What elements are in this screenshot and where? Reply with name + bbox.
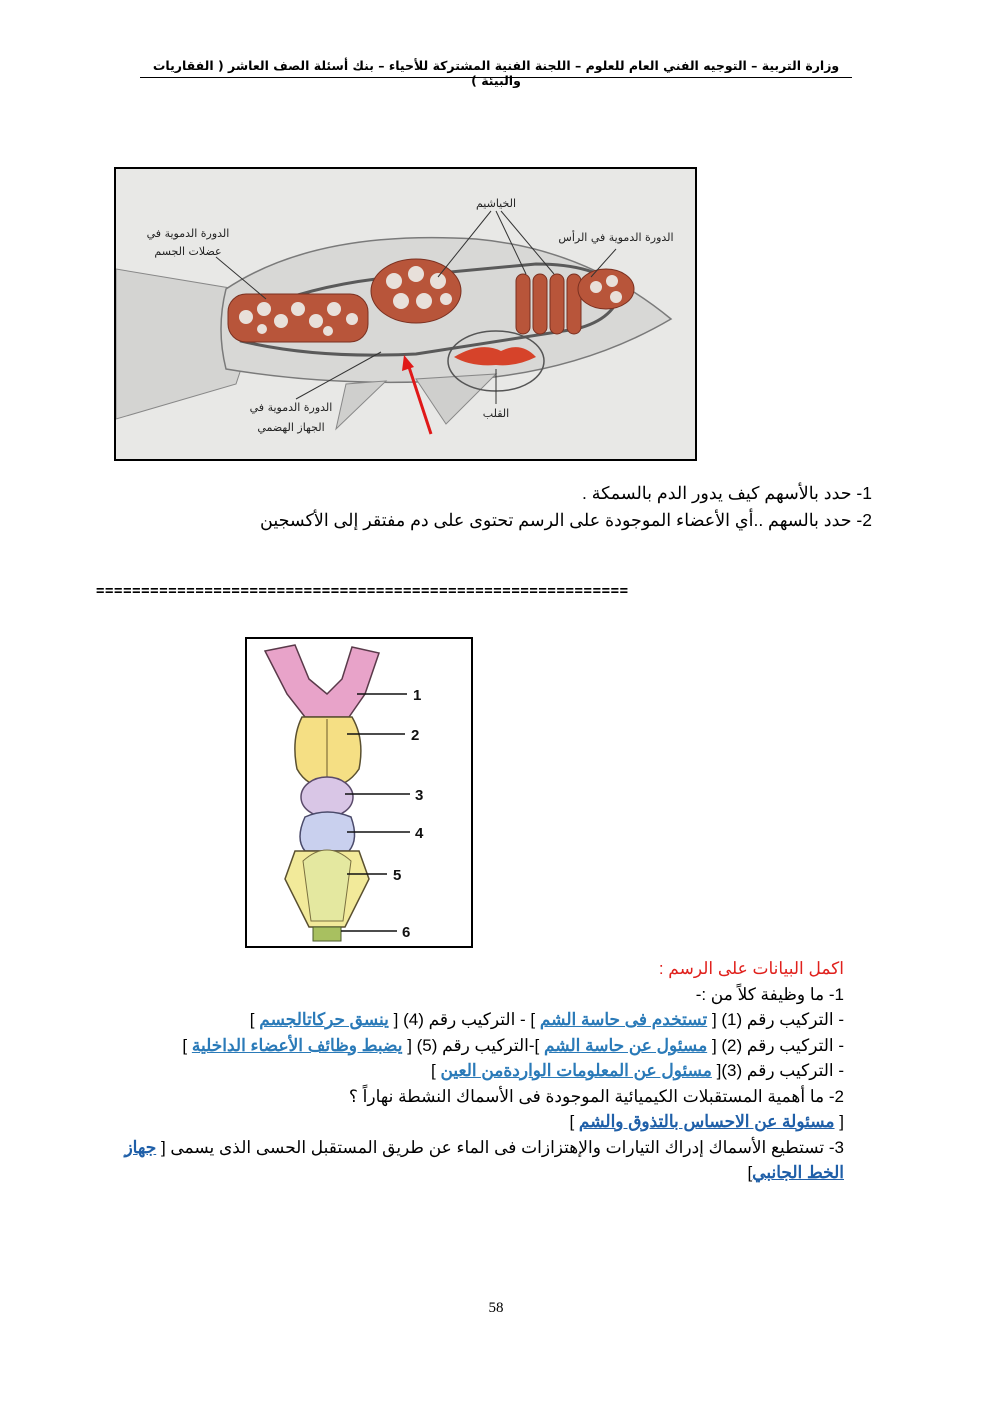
page-number: 58 [488,1300,504,1316]
q2-answer: مسئولة عن الاحساس بالتذوق والشم [578,1112,835,1131]
s1-mid: ] - التركيب رقم (4) [ [393,1010,536,1029]
part2-q1-title: 1- ما وظيفة كلاً من :- [695,984,844,1004]
brain-number-5: 5 [393,867,402,884]
brain-part-6 [313,927,341,941]
s2-mid: ]-التركيب رقم (5) [ [407,1035,540,1055]
s1-answer: تستخدم فى حاسة الشم [539,1010,708,1029]
part2-q3 [84,1135,844,1186]
s3-answer: مسئول عن المعلومات الواردةمن العين [440,1061,712,1080]
s2-prefix: - التركيب رقم (2) [ [711,1035,844,1055]
part2-q2-answer-row [84,1109,844,1135]
q3-answer-1: جهاز [124,1137,157,1157]
s2-suffix: ] [182,1035,188,1055]
structure-row-3 [84,1058,844,1084]
s3-prefix: - التركيب رقم (3)[ [716,1061,844,1080]
label-body-circulation-1: الدورة الدموية في [146,227,230,240]
section-separator: =========================================================== [96,583,629,599]
s2-answer2: يضبط وظائف الأعضاء الداخلية [191,1035,403,1055]
q3-text: 3- تستطيع الأسماك إدراك التيارات والإهتزازات فى الماء عن طريق المستقبل الحسى الذى يسمى [ [160,1137,844,1157]
part2-q2-title: 2- ما أهمية المستقبلات الكيميائية الموجودة فى الأسماك النشطة نهاراً ؟ [348,1086,844,1106]
s1-prefix: - التركيب رقم (1) [ [711,1010,844,1029]
label-digestive-circulation-2: الجهاز الهضمي [257,421,325,434]
brain-number-4: 4 [415,825,424,842]
label-digestive-circulation-1: الدورة الدموية في [249,401,333,414]
header-divider [140,77,852,78]
brain-number-2: 2 [411,727,420,744]
worksheet-answers [84,956,844,1186]
brain-number-3: 3 [415,787,424,804]
fish-brain-figure [245,637,473,948]
s1-suffix: ] [249,1010,255,1029]
q3-suffix: ] [747,1163,753,1182]
brain-part-1 [265,645,379,717]
q2-prefix: [ [839,1112,844,1131]
label-gills: الخياشيم [475,197,517,210]
question-2: 2- حدد بالسهم ..أي الأعضاء الموجودة على الرسم تحتوى على دم مفتقر إلى الأكسجين [260,510,872,530]
brain-number-1: 1 [413,687,422,704]
structure-row-2 [84,1033,844,1059]
brain-part-3 [301,777,353,817]
s3-suffix: ] [430,1061,436,1080]
page-header: وزارة التربية – التوجيه الفني العام للعلوم – اللجنة الفنية المشتركة للأحياء – بنك أسئلة الصف العاشر ( الفقاريات والبيئة ) [152,58,840,88]
brain-part-4 [300,812,355,851]
label-head-circulation: الدورة الدموية في الرأس [558,231,674,244]
head-capillaries [578,269,634,309]
fish-circulation-figure [114,167,697,461]
q3-answer-2: الخط الجانبي [752,1163,844,1182]
question-1: 1- حدد بالأسهم كيف يدور الدم بالسمكة . [581,483,872,503]
s2-answer: مسئول عن حاسة الشم [543,1035,708,1055]
part2-heading: اكمل البيانات على الرسم : [658,959,844,978]
structure-row-1 [84,1007,844,1033]
brain-number-6: 6 [402,924,411,941]
label-body-circulation-2: عضلات الجسم [154,245,222,258]
label-heart: القلب [482,407,510,420]
q2-suffix: ] [569,1112,575,1131]
s1-answer2: ينسق حركاتالجسم [259,1010,389,1029]
